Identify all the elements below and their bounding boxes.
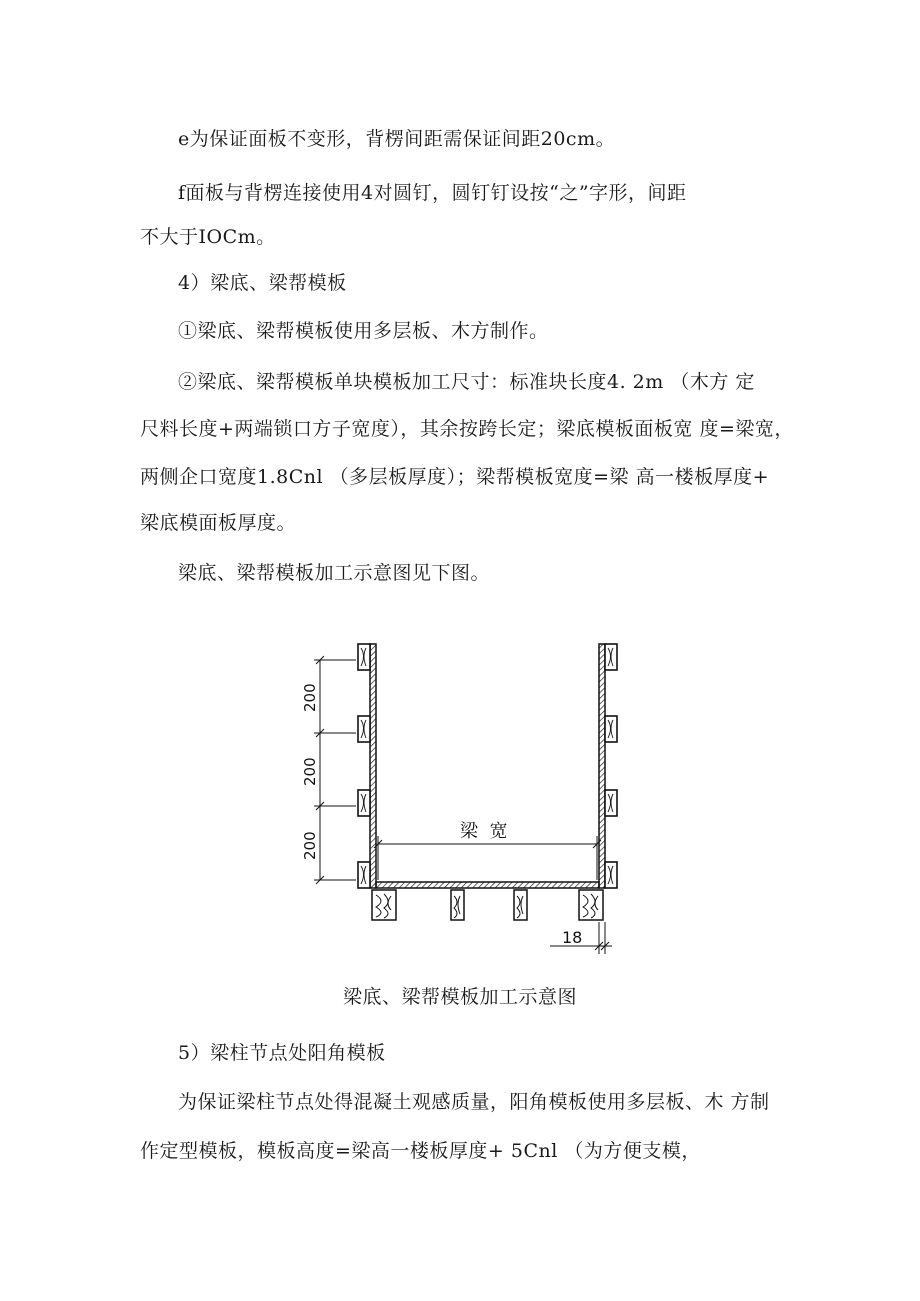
left-battens (358, 644, 370, 888)
paragraph-f-cont: 不大于IOCm。 (140, 226, 276, 248)
paragraph-e: e为保证面板不变形，背楞间距需保证间距20cm。 (178, 128, 616, 150)
spacing-label-3: 200 (301, 831, 319, 860)
list-item-2: ②梁底、梁帮模板单块模板加工尺寸：标准块长度4. 2m （木方 定 (178, 371, 755, 393)
paragraph-5-line1: 为保证梁柱节点处得混凝土观感质量，阳角模板使用多层板、木 方制 (178, 1091, 770, 1113)
right-side-panel (599, 644, 605, 888)
figure-caption: 梁底、梁帮模板加工示意图 (342, 986, 577, 1008)
spacing-label-1: 200 (301, 683, 319, 712)
figure-intro: 梁底、梁帮模板加工示意图见下图。 (178, 562, 491, 584)
paragraph-5-line2: 作定型模板，模板高度=梁高一楼板厚度+ 5Cnl （为方便支模， (140, 1140, 701, 1162)
spacing-label-2: 200 (301, 757, 319, 786)
spacing-dimension (314, 656, 356, 884)
list-item-1: ①梁底、梁帮模板使用多层板、木方制作。 (178, 320, 549, 342)
section-heading-4: 4）梁底、梁帮模板 (178, 272, 347, 294)
list-item-2-line2: 尺料长度+两端锁口方子宽度），其余按跨长定；梁底模板面板宽 度=梁宽， (140, 418, 794, 440)
beam-width-dimension (374, 836, 601, 880)
right-battens (605, 644, 617, 888)
bottom-battens (372, 890, 603, 920)
left-side-panel (370, 644, 376, 888)
list-item-2-line3: 两侧企口宽度1.8Cnl （多层板厚度）；梁帮模板宽度=梁 高一楼板厚度+ (140, 466, 769, 488)
list-item-2-line4: 梁底模面板厚度。 (140, 512, 297, 534)
beam-formwork-diagram (290, 640, 630, 960)
bottom-panel (376, 882, 599, 888)
section-heading-5: 5）梁柱节点处阳角模板 (178, 1042, 386, 1064)
thickness-label: 18 (562, 928, 583, 947)
paragraph-f: f面板与背楞连接使用4对圆钉，圆钉钉设按“之”字形，间距 (178, 182, 687, 204)
beam-width-label: 梁 宽 (460, 821, 508, 842)
